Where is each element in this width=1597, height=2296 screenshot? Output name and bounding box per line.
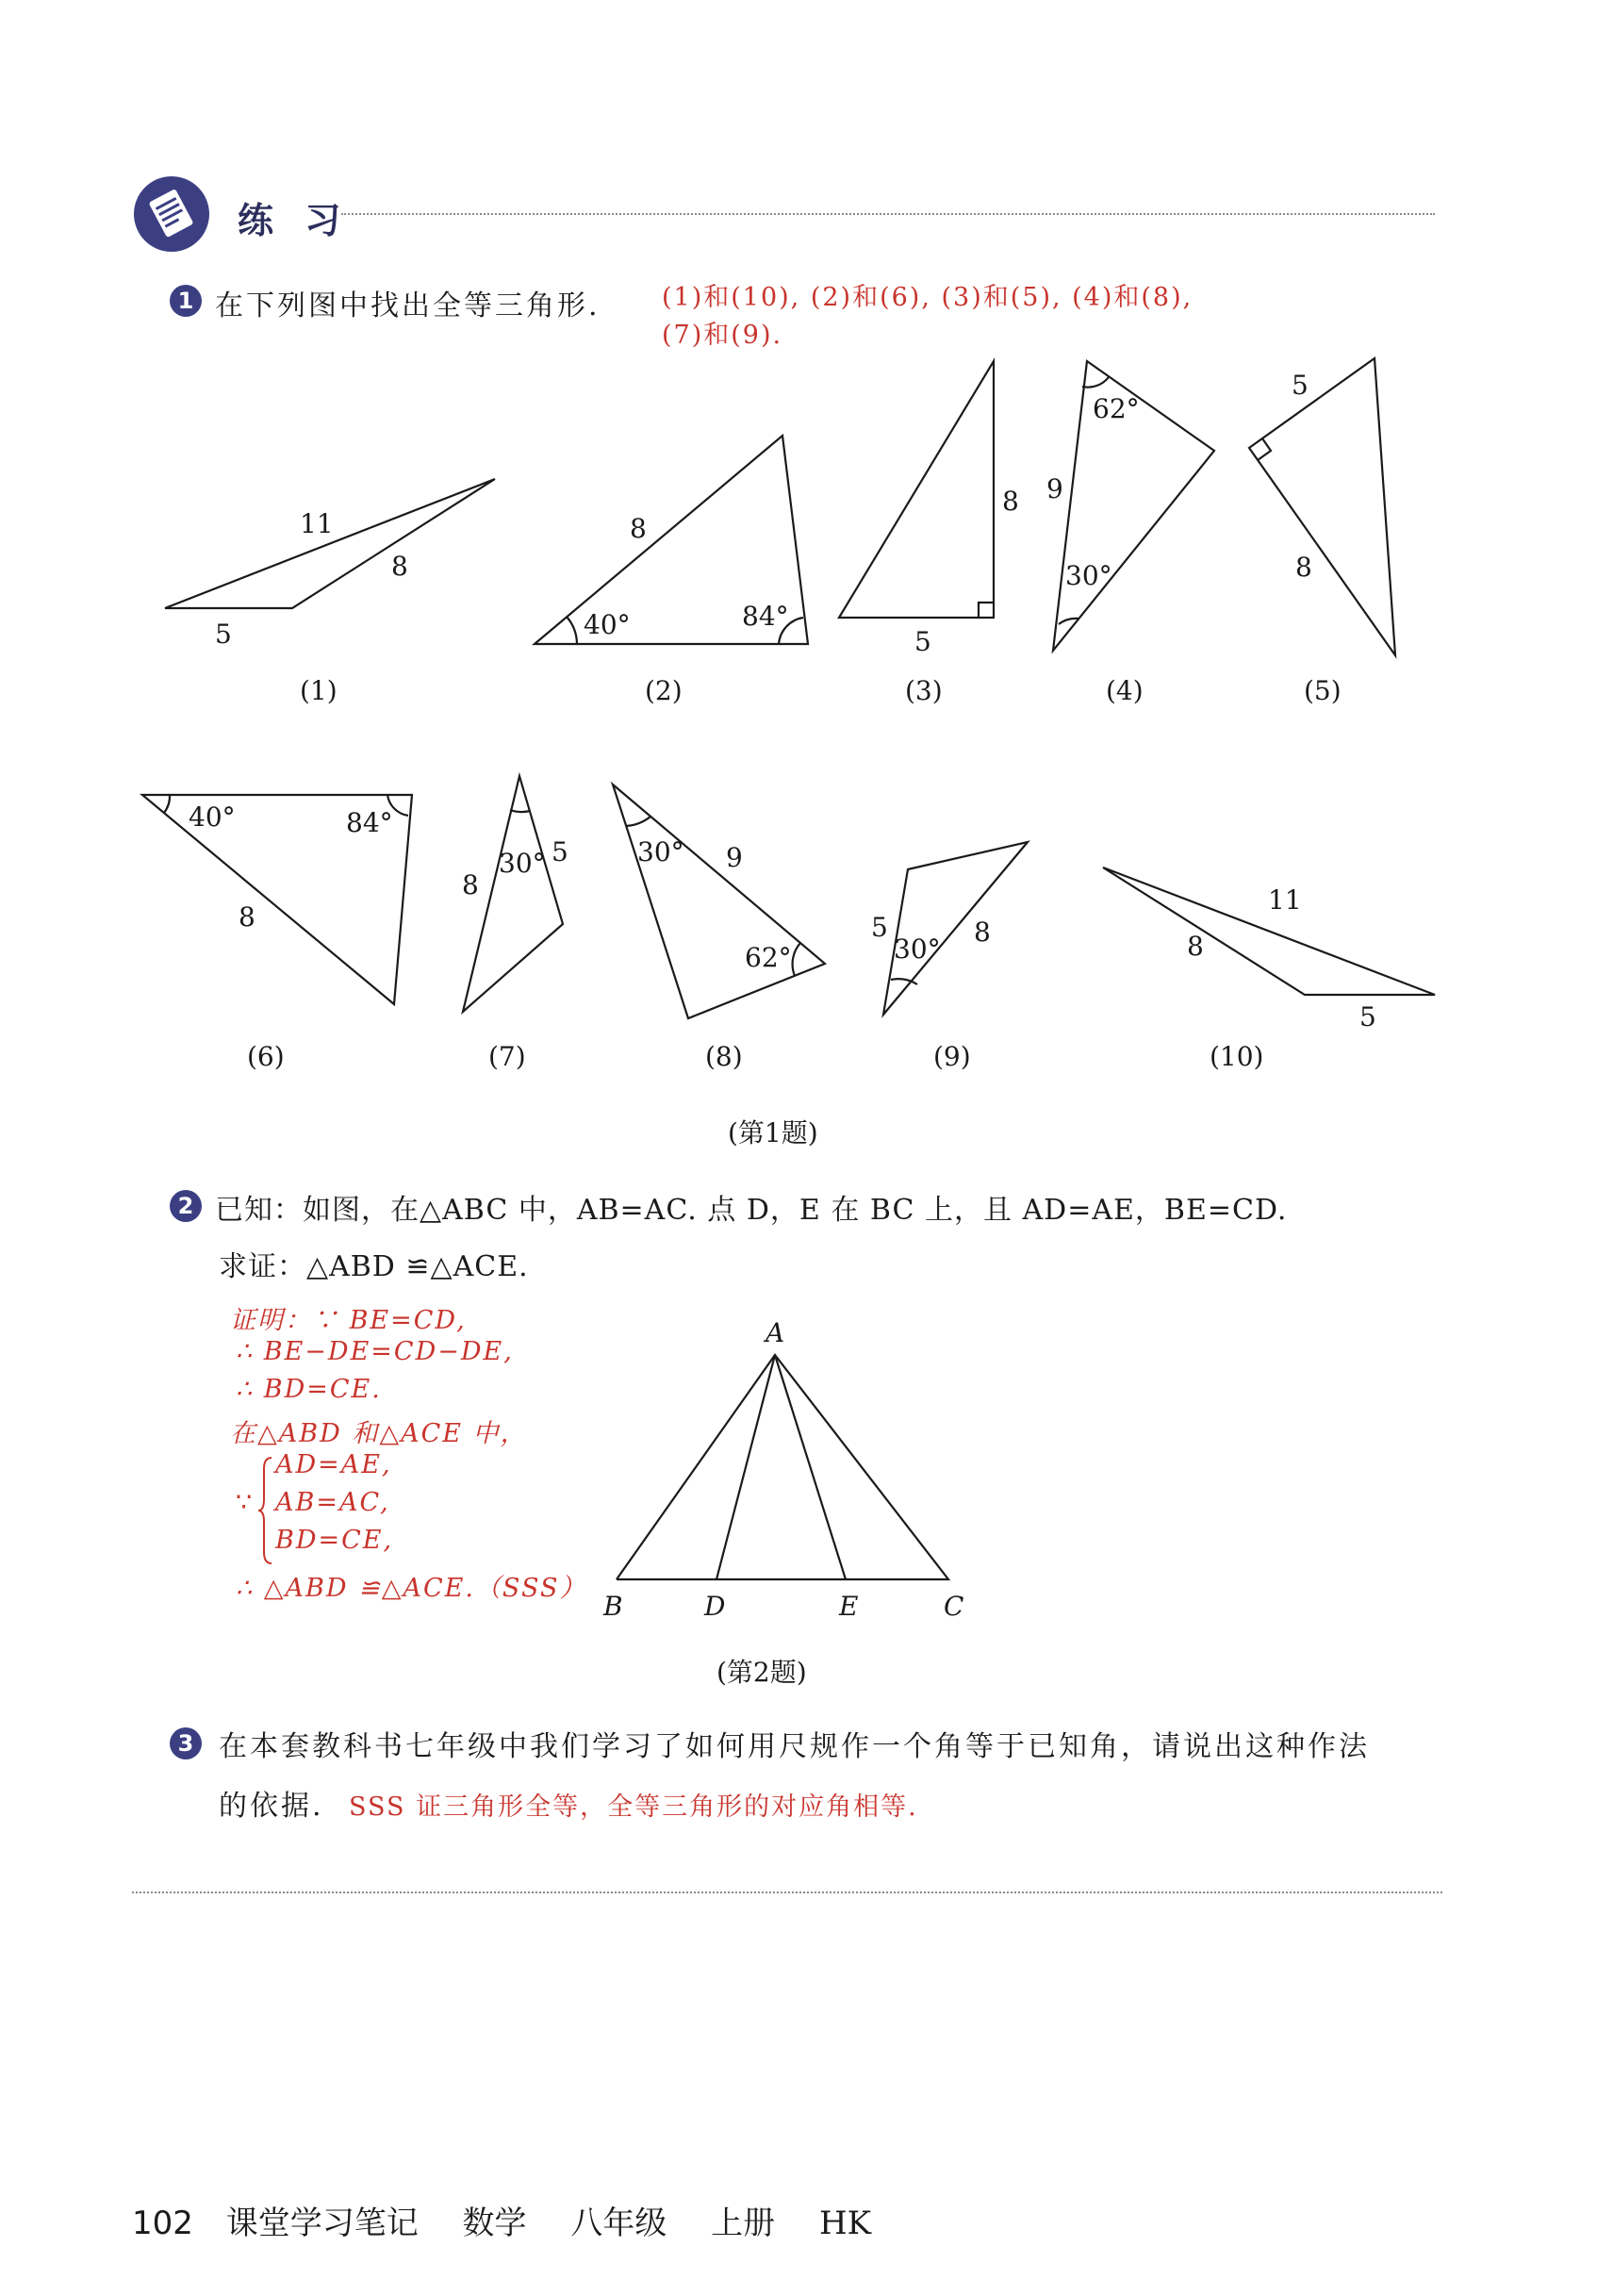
proof-line-7: BD=CE, [275, 1526, 394, 1555]
proof-line-1: 证明：∵ BE=CD, [230, 1306, 467, 1335]
proof-because-symbol: ∵ [236, 1488, 255, 1517]
triangle-2-label-angle2: 84° [742, 601, 789, 632]
triangle-10-label-c: 5 [1359, 1001, 1376, 1032]
triangle-4-label-angle2: 30° [1065, 560, 1112, 591]
question-2-figure [584, 1306, 980, 1627]
page-number: 102 [132, 2205, 193, 2242]
triangle-9 [883, 842, 1028, 1015]
sub-caption-2: (2) [645, 675, 683, 706]
vertex-label-e: E [839, 1591, 859, 1622]
sub-caption-3: (3) [905, 675, 943, 706]
question-3-line2-prefix: 的依据. [219, 1790, 324, 1823]
sub-caption-10: (10) [1210, 1041, 1264, 1072]
sub-caption-4: (4) [1106, 675, 1144, 706]
sub-caption-5: (5) [1304, 675, 1342, 706]
question-3-answer: SSS 证三角形全等，全等三角形的对应角相等. [349, 1792, 918, 1822]
proof-line-4: 在△ABD 和△ACE 中， [230, 1419, 528, 1448]
book-title: 课堂学习笔记 [225, 2205, 419, 2242]
edition: HK [818, 2205, 872, 2242]
triangle-6-label-side: 8 [239, 901, 255, 933]
bottom-divider [132, 1891, 1442, 1893]
triangle-6-label-angle2: 84° [346, 807, 393, 838]
triangle-3-label-side1: 8 [1002, 486, 1019, 517]
vertex-label-b: B [603, 1591, 623, 1622]
triangle-7-label-side2: 5 [552, 836, 568, 867]
triangle-6-label-angle1: 40° [189, 801, 236, 833]
triangle-5-label-side2: 8 [1295, 552, 1312, 583]
question-2-caption: (第2题) [716, 1657, 807, 1688]
sub-caption-7: (7) [488, 1041, 526, 1072]
volume: 上册 [711, 2205, 776, 2242]
vertex-label-a: A [766, 1317, 785, 1348]
triangle-5-label-side1: 5 [1292, 370, 1309, 401]
triangle-2-label-side: 8 [630, 513, 647, 544]
subject: 数学 [462, 2205, 527, 2242]
triangle-4-label-side: 9 [1046, 473, 1063, 504]
footer [132, 2197, 871, 2243]
question-2-line2: 求证：△ABD ≌△ACE. [219, 1250, 529, 1283]
triangle-1-label-c: 5 [215, 619, 232, 650]
proof-line-2: ∴ BE−DE=CD−DE, [236, 1337, 514, 1366]
sub-caption-6: (6) [247, 1041, 285, 1072]
triangle-2-label-angle1: 40° [584, 609, 631, 640]
triangle-8-label-side: 9 [726, 842, 743, 873]
question-2-line1: 已知：如图，在△ABC 中，AB=AC. 点 D，E 在 BC 上，且 AD=AE，BE=CD. [215, 1194, 1288, 1227]
triangle-8-label-angle2: 62° [745, 942, 792, 973]
question-3-line1: 在本套教科书七年级中我们学习了如何用尺规作一个角等于已知角，请说出这种作法 [219, 1730, 1370, 1763]
triangle-10-label-b: 8 [1187, 931, 1204, 962]
triangle-7-label-angle: 30° [499, 848, 546, 879]
vertex-label-d: D [704, 1591, 726, 1622]
proof-line-8: ∴ △ABD ≌△ACE.（SSS） [236, 1574, 587, 1603]
triangle-10-label-a: 11 [1268, 884, 1302, 916]
sub-caption-8: (8) [705, 1041, 743, 1072]
question-3-badge: 3 [170, 1727, 202, 1759]
triangle-7-label-side1: 8 [462, 869, 479, 900]
triangle-8-label-angle1: 30° [637, 836, 684, 867]
sub-caption-9: (9) [933, 1041, 971, 1072]
section-title: 练 习 [238, 200, 351, 241]
proof-line-6: AB=AC, [275, 1488, 390, 1517]
triangle-9-label-side2: 8 [974, 917, 991, 948]
triangle-3 [839, 361, 994, 618]
vertex-label-c: C [944, 1591, 964, 1622]
triangle-1-label-b: 8 [391, 551, 408, 582]
question-2-badge: 2 [170, 1190, 202, 1222]
proof-line-3: ∴ BD=CE. [236, 1375, 382, 1404]
question-1-answer-line1: (1)和(10), (2)和(6), (3)和(5), (4)和(8), [662, 283, 1194, 312]
question-1-figures [0, 0, 1597, 1131]
sub-caption-1: (1) [300, 675, 338, 706]
question-1-answer-line2: (7)和(9). [662, 321, 783, 350]
grade: 八年级 [570, 2205, 667, 2242]
triangle-4-label-angle1: 62° [1093, 393, 1140, 424]
question-1-badge: 1 [170, 285, 202, 317]
triangle-3-label-side2: 5 [914, 626, 931, 657]
triangle-9-label-side1: 5 [871, 912, 888, 943]
triangle-1-label-a: 11 [300, 508, 334, 539]
triangle-9-label-angle: 30° [894, 933, 941, 965]
proof-line-5: AD=AE, [275, 1450, 392, 1479]
question-1-caption: (第1题) [728, 1117, 818, 1148]
question-1-text: 在下列图中找出全等三角形. [215, 289, 601, 322]
triangle-5 [1249, 358, 1395, 655]
triangle-1 [165, 479, 495, 608]
proof-brace [256, 1454, 275, 1567]
